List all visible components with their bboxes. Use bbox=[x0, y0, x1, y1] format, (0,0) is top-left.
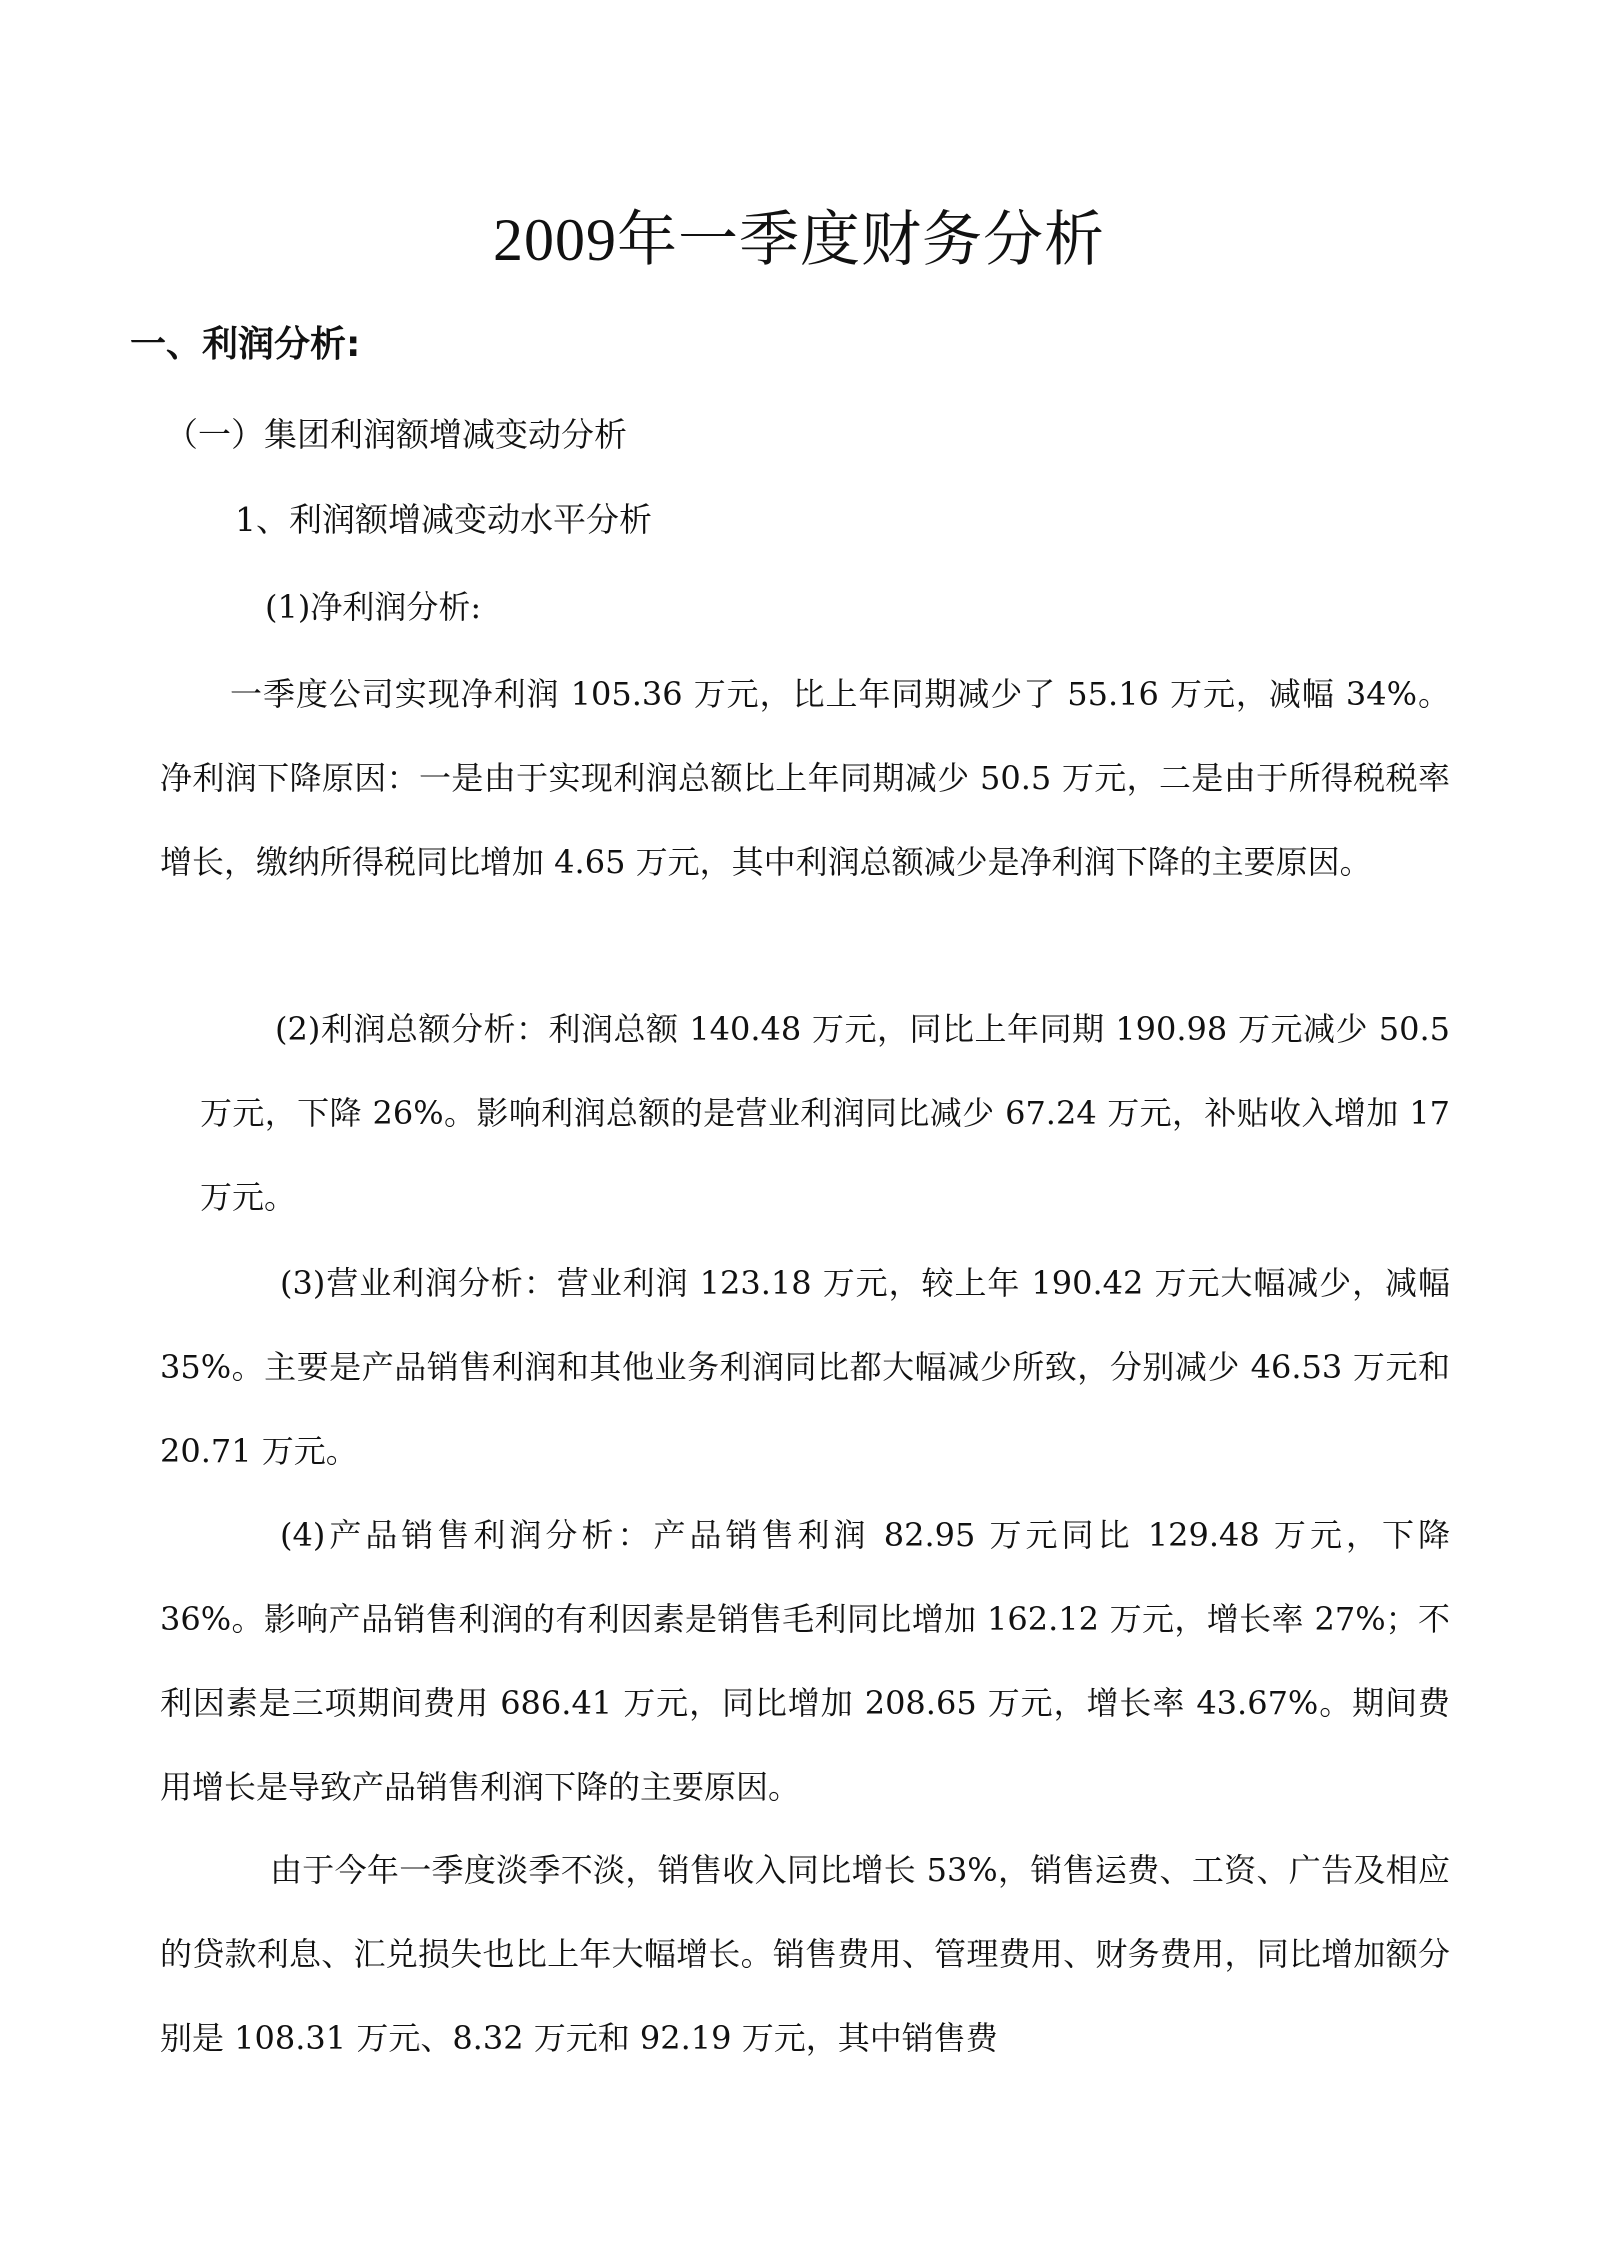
paragraph-operating-profit: (3)营业利润分析：营业利润 123.18 万元，较上年 190.42 万元大幅减少，减幅 35%。主要是产品销售利润和其他业务利润同比都大幅减少所致，分别减少 46.53 万元和 20.71 万元。 bbox=[160, 1264, 1461, 1470]
document-title: 2009年一季度财务分析 bbox=[493, 207, 1105, 273]
subsection-heading-group-profit: （一）集团利润额增减变动分析 bbox=[165, 415, 627, 454]
point-heading-net-profit: (1)净利润分析: bbox=[265, 588, 482, 626]
paragraph-total-profit: (2)利润总额分析：利润总额 140.48 万元，同比上年同期 190.98 万元减少 50.5 万元，下降 26%。影响利润总额的是营业利润同比减少 67.24 万元，补贴收入增加 17 万元。 bbox=[200, 1010, 1461, 1216]
paragraph-expense-growth: 由于今年一季度淡季不淡，销售收入同比增长 53%，销售运费、工资、广告及相应的贷款利息、汇兑损失也比上年大幅增长。销售费用、管理费用、财务费用，同比增加额分别是 108.31 万元、8.32 万元和 92.19 万元，其中销售费 bbox=[160, 1851, 1450, 2057]
item-heading-profit-change-level: 1、利润额增减变动水平分析 bbox=[235, 500, 652, 539]
paragraph-product-sales-profit: (4)产品销售利润分析：产品销售利润 82.95 万元同比 129.48 万元，下降 36%。影响产品销售利润的有利因素是销售毛利同比增加 162.12 万元，增长率 27%；不利因素是三项期间费用 686.41 万元，同比增加 208.65 万元，增长率 43.67%。期间费用增长是导致产品销售利润下降的主要原因。 bbox=[160, 1516, 1461, 1806]
paragraph-net-profit: 一季度公司实现净利润 105.36 万元，比上年同期减少了 55.16 万元，减幅 34%。净利润下降原因：一是由于实现利润总额比上年同期减少 50.5 万元，二是由于所得税税率增长，缴纳所得税同比增加 4.65 万元，其中利润总额减少是净利润下降的主要原因。 bbox=[160, 675, 1450, 881]
section-heading-profit-analysis: 一、利润分析: bbox=[130, 324, 361, 365]
